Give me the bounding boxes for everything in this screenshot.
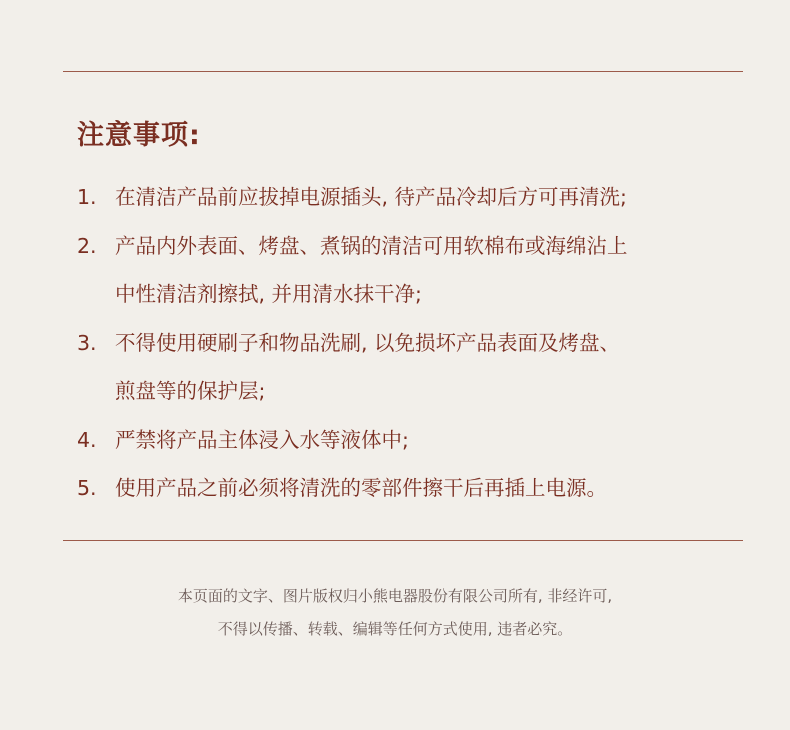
note-line: 在清洁产品前应拔掉电源插头, 待产品冷却后方可再清洗; — [115, 185, 627, 209]
note-line: 不得使用硬刷子和物品洗刷, 以免损坏产品表面及烤盘、 — [115, 330, 621, 355]
bottom-divider — [63, 540, 743, 541]
note-text — [115, 222, 757, 319]
note-number: 4. — [77, 427, 97, 452]
note-number: 1. — [77, 185, 97, 209]
note-text — [115, 173, 757, 222]
note-item-2 — [77, 222, 757, 319]
note-line: 严禁将产品主体浸入水等液体中; — [115, 427, 409, 452]
note-number: 3. — [77, 330, 97, 355]
copyright-line-2: 不得以传播、转载、编辑等任何方式使用, 违者必究。 — [217, 620, 573, 638]
note-item-5 — [77, 464, 757, 513]
note-text — [115, 319, 757, 416]
note-text — [115, 416, 757, 465]
note-item-1 — [77, 173, 757, 222]
note-line: 中性清洁剂擦拭, 并用清水抹干净; — [115, 282, 422, 306]
note-number: 5. — [77, 476, 97, 500]
note-text — [115, 464, 757, 513]
top-divider — [63, 71, 743, 72]
note-line: 产品内外表面、烤盘、煮锅的清洁可用软棉布或海绵沾上 — [115, 233, 628, 258]
note-line: 使用产品之前必须将清洗的零部件擦干后再插上电源。 — [115, 476, 607, 500]
notes-heading: 注意事项: — [77, 120, 201, 151]
copyright-line-1: 本页面的文字、图片版权归小熊电器股份有限公司所有, 非经许可, — [177, 587, 613, 605]
note-number: 2. — [77, 233, 97, 258]
note-item-4 — [77, 416, 757, 465]
note-line: 煎盘等的保护层; — [115, 379, 266, 403]
notes-list — [77, 173, 757, 513]
note-item-3 — [77, 319, 757, 416]
